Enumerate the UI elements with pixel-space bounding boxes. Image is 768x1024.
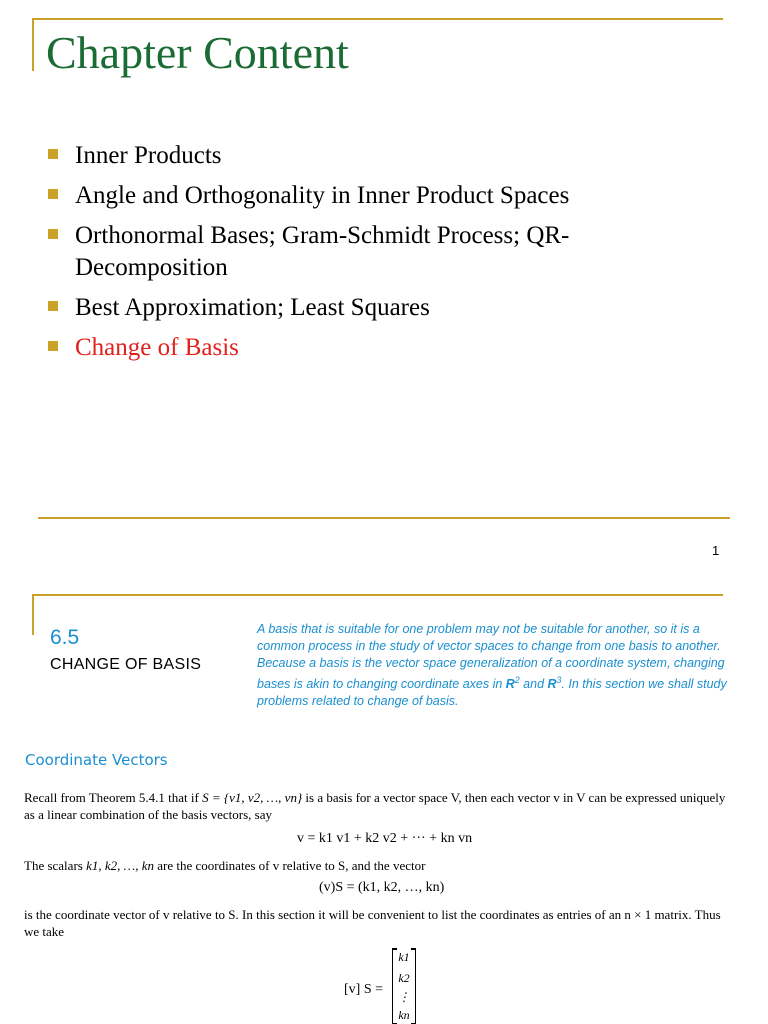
- list-item: Angle and Orthogonality in Inner Product Spaces: [46, 180, 686, 212]
- list-item: Inner Products: [46, 140, 686, 172]
- matrix-entry: ⋮: [398, 990, 410, 1004]
- square-bullet-icon: [48, 189, 58, 199]
- square-bullet-icon: [48, 341, 58, 351]
- page-number: 1: [712, 543, 720, 558]
- list-item: Orthonormal Bases; Gram-Schmidt Process; QR-Decomposition: [46, 220, 686, 284]
- square-bullet-icon: [48, 301, 58, 311]
- paragraph-scalars: The scalars k1, k2, …, kn are the coordinates of v relative to S, and the vector: [24, 858, 426, 873]
- section-title: CHANGE OF BASIS: [50, 656, 202, 673]
- subheading: Coordinate Vectors: [25, 751, 168, 769]
- square-bullet-icon: [48, 229, 58, 239]
- equation-linear-combination: v = k1 v1 + k2 v2 + ··· + kn vn: [297, 831, 473, 846]
- list-item-highlighted: Change of Basis: [46, 332, 686, 364]
- coordinate-matrix: [392, 948, 416, 1024]
- matrix-entry: kn: [398, 1008, 410, 1022]
- slide1-left-rule: [32, 18, 34, 71]
- slide2-top-rule: [32, 594, 723, 596]
- slide1-top-rule: [32, 18, 723, 20]
- equation-coordinate-vector: (v)S = (k1, k2, …, kn): [319, 880, 445, 895]
- equation-matrix-label: [v] S =: [344, 982, 384, 997]
- paragraph-column-form: is the coordinate vector of v relative to S. In this section it will be convenient to list the coordinates as entries of an n × 1 matrix. Thus we take: [24, 907, 721, 939]
- slide1-bottom-rule: [38, 517, 730, 519]
- slide-title: Chapter Content: [46, 27, 349, 78]
- chapter-content-list: [46, 140, 686, 372]
- square-bullet-icon: [48, 149, 58, 159]
- slide2-left-rule: [32, 594, 34, 635]
- list-item: Best Approximation; Least Squares: [46, 292, 686, 324]
- matrix-entry: k1: [398, 950, 410, 964]
- paragraph-basis: Recall from Theorem 5.4.1 that if S = {v1, v2, …, vn} is a basis for a vector space V, then each vector v in V can be expressed uniquely as a linear combination of the basis vectors, say: [24, 790, 726, 822]
- matrix-entry: k2: [398, 971, 410, 985]
- section-intro: A basis that is suitable for one problem may not be suitable for another, so it is a common process in the study of vector spaces to change from one basis to another. Because a basis is the vector space generalization of a coordinate system, changing bases is akin to changing coordinate axes in $R^2$ and $R^3$. In this section we shall study problems related to change of basis.: [257, 622, 727, 709]
- section-number: 6.5: [50, 626, 80, 649]
